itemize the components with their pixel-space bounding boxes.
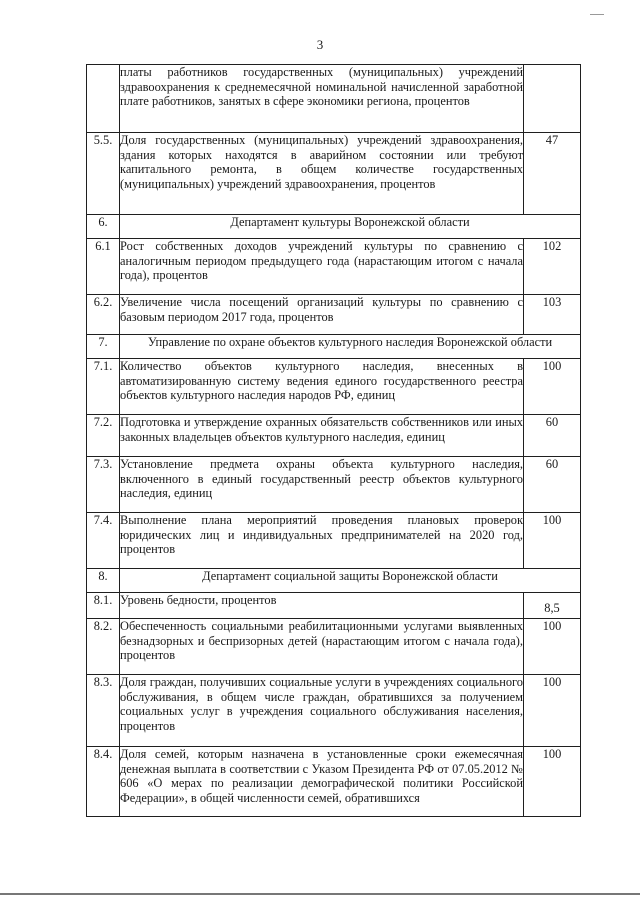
row-description: платы работников государственных (муниципальных) учреждений здравоохранения к среднемесячной номинальной начисленной заработной плате работников, занятых в сфере экономики региона, процентов [120,65,524,133]
row-value: 100 [524,359,581,415]
section-row [87,569,581,593]
page-bottom-edge [0,893,640,895]
table-row [87,295,581,335]
section-title: Управление по охране объектов культурного наследия Воронежской области [120,335,581,359]
row-number: 8.1. [87,593,120,619]
row-value: 8,5 [524,593,581,619]
table-row [87,675,581,747]
row-number: 5.5. [87,133,120,215]
table-row [87,239,581,295]
scan-mark [590,14,604,15]
row-description: Уровень бедности, процентов [120,593,524,619]
row-number: 6.2. [87,295,120,335]
table-row [87,65,581,133]
section-row [87,215,581,239]
row-number: 6.1 [87,239,120,295]
row-description: Установление предмета охраны объекта культурного наследия, включенного в единый государственный реестр объектов культурного наследия, единиц [120,457,524,513]
row-value: 103 [524,295,581,335]
section-number: 8. [87,569,120,593]
table-row [87,133,581,215]
row-value: 100 [524,675,581,747]
row-value: 100 [524,747,581,817]
table-row [87,513,581,569]
section-title: Департамент социальной защиты Воронежской области [120,569,581,593]
section-number: 6. [87,215,120,239]
row-value: 100 [524,513,581,569]
table-row [87,619,581,675]
section-row [87,335,581,359]
row-number: 7.1. [87,359,120,415]
row-number [87,65,120,133]
row-description: Рост собственных доходов учреждений культуры по сравнению с аналогичным периодом предыдущего года (нарастающим итогом с начала года), процентов [120,239,524,295]
section-number: 7. [87,335,120,359]
row-description: Количество объектов культурного наследия, внесенных в автоматизированную систему ведения единого государственного реестра объектов культурного наследия народов РФ, единиц [120,359,524,415]
row-number: 8.3. [87,675,120,747]
row-description: Обеспеченность социальными реабилитационными услугами выявленных безнадзорных и беспризорных детей (нарастающим итогом с начала года), процентов [120,619,524,675]
row-description: Доля граждан, получивших социальные услуги в учреждениях социального обслуживания, в общем числе граждан, обратившихся за получением социальных услуг в учреждения социального обслуживания населения, процентов [120,675,524,747]
row-value: 100 [524,619,581,675]
row-description: Увеличение числа посещений организаций культуры по сравнению с базовым периодом 2017 года, процентов [120,295,524,335]
row-value: 60 [524,457,581,513]
row-value: 60 [524,415,581,457]
row-value [524,65,581,133]
row-description: Доля семей, которым назначена в установленные сроки ежемесячная денежная выплата в соответствии с Указом Президента РФ от 07.05.2012 № 606 «О мерах по реализации демографической политики Российской Федерации», в общей численности семей, обратившихся [120,747,524,817]
row-number: 8.2. [87,619,120,675]
table-row [87,593,581,619]
row-description: Подготовка и утверждение охранных обязательств собственников или иных законных владельцев объектов культурного наследия, единиц [120,415,524,457]
table-row [87,415,581,457]
row-description: Выполнение плана мероприятий проведения плановых проверок юридических лиц и индивидуальных предпринимателей на 2020 год, процентов [120,513,524,569]
row-number: 8.4. [87,747,120,817]
table-row [87,747,581,817]
row-number: 7.3. [87,457,120,513]
table-row [87,457,581,513]
row-description: Доля государственных (муниципальных) учреждений здравоохранения, здания которых находятся в аварийном состоянии или требуют капитального ремонта, в общем количестве государственных (муниципальных) учреждений здравоохранения, процентов [120,133,524,215]
row-value: 47 [524,133,581,215]
page-number: 3 [316,37,324,52]
row-number: 7.4. [87,513,120,569]
indicators-table [86,64,581,817]
row-value: 102 [524,239,581,295]
row-number: 7.2. [87,415,120,457]
table-row [87,359,581,415]
section-title: Департамент культуры Воронежской области [120,215,581,239]
